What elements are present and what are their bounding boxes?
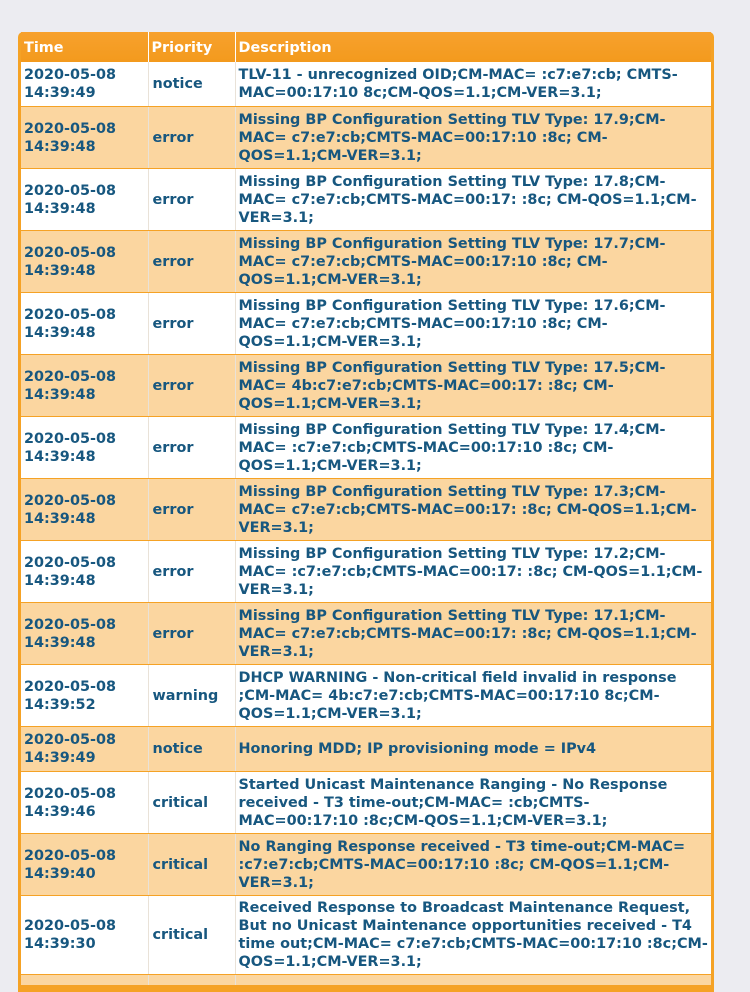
description-cell: Honoring MDD; IP provisioning mode = IPv4 xyxy=(235,727,711,772)
time-cell xyxy=(21,62,148,107)
description-cell: No Ranging Response received - T3 time-out;CM-MAC= :c7:e7:cb;CMTS-MAC=00:17:10 :8c; CM-QOS=1.1;CM-VER=3.1; xyxy=(235,834,711,896)
priority-cell: error xyxy=(148,479,235,541)
event-time: 14:39:48 xyxy=(24,386,96,403)
event-date: 2020-05-08 xyxy=(24,847,117,864)
event-date: 2020-05-08 xyxy=(24,244,117,261)
time-cell xyxy=(21,169,148,231)
event-date: 2020-05-08 xyxy=(24,732,117,748)
time-cell xyxy=(21,107,148,169)
priority-cell: error xyxy=(148,231,235,293)
time-cell xyxy=(21,896,148,975)
description-cell: Missing BP Configuration Setting TLV Type: 17.8;CM-MAC= c7:e7:cb;CMTS-MAC=00:17: :8c; CM-QOS=1.1;CM-VER=3.1; xyxy=(235,169,711,231)
table-header-row xyxy=(21,32,711,62)
table-row xyxy=(21,107,711,169)
description-cell: Missing BP Configuration Setting TLV Type: 17.5;CM-MAC= 4b:c7:e7:cb;CMTS-MAC=00:17: :8c; CM-QOS=1.1;CM-VER=3.1; xyxy=(235,355,711,417)
column-header-priority[interactable]: Priority xyxy=(148,32,235,62)
event-date: 2020-05-08 xyxy=(24,785,117,802)
table-row-partial xyxy=(21,975,711,986)
table-row xyxy=(21,231,711,293)
event-time: 14:39:46 xyxy=(24,803,96,820)
column-header-description[interactable]: Description xyxy=(235,32,711,62)
event-date: 2020-05-08 xyxy=(24,368,117,385)
priority-cell: error xyxy=(148,169,235,231)
priority-cell: critical xyxy=(148,896,235,975)
event-time: 14:39:48 xyxy=(24,448,96,465)
table-row xyxy=(21,293,711,355)
empty-cell xyxy=(235,975,711,986)
priority-cell: error xyxy=(148,355,235,417)
time-cell xyxy=(21,727,148,772)
priority-cell: critical xyxy=(148,834,235,896)
description-cell: Started Unicast Maintenance Ranging - No Response received - T3 time-out;CM-MAC= :cb;CMTS-MAC=00:17:10 :8c;CM-QOS=1.1;CM-VER=3.1; xyxy=(235,772,711,834)
event-date: 2020-05-08 xyxy=(24,182,117,199)
event-date: 2020-05-08 xyxy=(24,306,117,323)
event-time: 14:39:40 xyxy=(24,865,96,882)
description-cell: Received Response to Broadcast Maintenance Request, But no Unicast Maintenance opportunities received - T4 time out;CM-MAC= c7:e7:cb;CMTS-MAC=00:17:10 :8c;CM-QOS=1.1;CM-VER=3.1; xyxy=(235,896,711,975)
time-cell xyxy=(21,834,148,896)
event-date: 2020-05-08 xyxy=(24,120,117,137)
column-header-time[interactable]: Time xyxy=(21,32,148,62)
empty-cell xyxy=(148,975,235,986)
table-row xyxy=(21,603,711,665)
description-cell: TLV-11 - unrecognized OID;CM-MAC= :c7:e7:cb; CMTS-MAC=00:17:10 8c;CM-QOS=1.1;CM-VER=3.1; xyxy=(235,62,711,107)
time-cell xyxy=(21,541,148,603)
description-cell: Missing BP Configuration Setting TLV Type: 17.6;CM-MAC= c7:e7:cb;CMTS-MAC=00:17:10 :8c; CM-QOS=1.1;CM-VER=3.1; xyxy=(235,293,711,355)
time-cell xyxy=(21,479,148,541)
event-time: 14:39:52 xyxy=(24,696,96,713)
event-time: 14:39:48 xyxy=(24,572,96,589)
priority-cell: error xyxy=(148,417,235,479)
event-date: 2020-05-08 xyxy=(24,918,117,934)
table-row xyxy=(21,772,711,834)
event-time: 14:39:48 xyxy=(24,510,96,527)
event-time: 14:39:48 xyxy=(24,138,96,155)
table-row xyxy=(21,665,711,727)
table-row xyxy=(21,727,711,772)
priority-cell: notice xyxy=(148,727,235,772)
time-cell xyxy=(21,231,148,293)
description-cell: Missing BP Configuration Setting TLV Type: 17.4;CM-MAC= :c7:e7:cb;CMTS-MAC=00:17:10 :8c; CM-QOS=1.1;CM-VER=3.1; xyxy=(235,417,711,479)
event-log-table xyxy=(21,32,711,986)
table-row xyxy=(21,541,711,603)
priority-cell: notice xyxy=(148,62,235,107)
priority-cell: error xyxy=(148,603,235,665)
description-cell: Missing BP Configuration Setting TLV Type: 17.2;CM-MAC= :c7:e7:cb;CMTS-MAC=00:17: :8c; CM-QOS=1.1;CM-VER=3.1; xyxy=(235,541,711,603)
description-cell: Missing BP Configuration Setting TLV Type: 17.1;CM-MAC= c7:e7:cb;CMTS-MAC=00:17: :8c; CM-QOS=1.1;CM-VER=3.1; xyxy=(235,603,711,665)
priority-cell: warning xyxy=(148,665,235,727)
event-date: 2020-05-08 xyxy=(24,67,117,83)
table-body xyxy=(21,62,711,986)
empty-cell xyxy=(21,975,148,986)
description-cell: DHCP WARNING - Non-critical field invalid in response ;CM-MAC= 4b:c7:e7:cb;CMTS-MAC=00:17:10 8c;CM-QOS=1.1;CM-VER=3.1; xyxy=(235,665,711,727)
priority-cell: error xyxy=(148,107,235,169)
table-row xyxy=(21,479,711,541)
event-time: 14:39:30 xyxy=(24,936,96,952)
table-row xyxy=(21,417,711,479)
event-date: 2020-05-08 xyxy=(24,492,117,509)
table-row xyxy=(21,62,711,107)
event-time: 14:39:49 xyxy=(24,750,96,766)
priority-cell: error xyxy=(148,293,235,355)
description-cell: Missing BP Configuration Setting TLV Type: 17.7;CM-MAC= c7:e7:cb;CMTS-MAC=00:17:10 :8c; CM-QOS=1.1;CM-VER=3.1; xyxy=(235,231,711,293)
table-row xyxy=(21,169,711,231)
priority-cell: critical xyxy=(148,772,235,834)
table-row xyxy=(21,355,711,417)
time-cell xyxy=(21,603,148,665)
event-time: 14:39:48 xyxy=(24,200,96,217)
event-date: 2020-05-08 xyxy=(24,430,117,447)
description-cell: Missing BP Configuration Setting TLV Type: 17.9;CM-MAC= c7:e7:cb;CMTS-MAC=00:17:10 :8c; CM-QOS=1.1;CM-VER=3.1; xyxy=(235,107,711,169)
time-cell xyxy=(21,772,148,834)
event-log-panel xyxy=(18,32,714,992)
description-cell: Missing BP Configuration Setting TLV Type: 17.3;CM-MAC= c7:e7:cb;CMTS-MAC=00:17: :8c; CM-QOS=1.1;CM-VER=3.1; xyxy=(235,479,711,541)
event-time: 14:39:48 xyxy=(24,324,96,341)
event-time: 14:39:48 xyxy=(24,262,96,279)
table-row xyxy=(21,896,711,975)
event-date: 2020-05-08 xyxy=(24,616,117,633)
event-date: 2020-05-08 xyxy=(24,554,117,571)
event-date: 2020-05-08 xyxy=(24,678,117,695)
time-cell xyxy=(21,293,148,355)
time-cell xyxy=(21,355,148,417)
event-time: 14:39:48 xyxy=(24,634,96,651)
time-cell xyxy=(21,665,148,727)
table-row xyxy=(21,834,711,896)
priority-cell: error xyxy=(148,541,235,603)
time-cell xyxy=(21,417,148,479)
event-time: 14:39:49 xyxy=(24,85,96,101)
